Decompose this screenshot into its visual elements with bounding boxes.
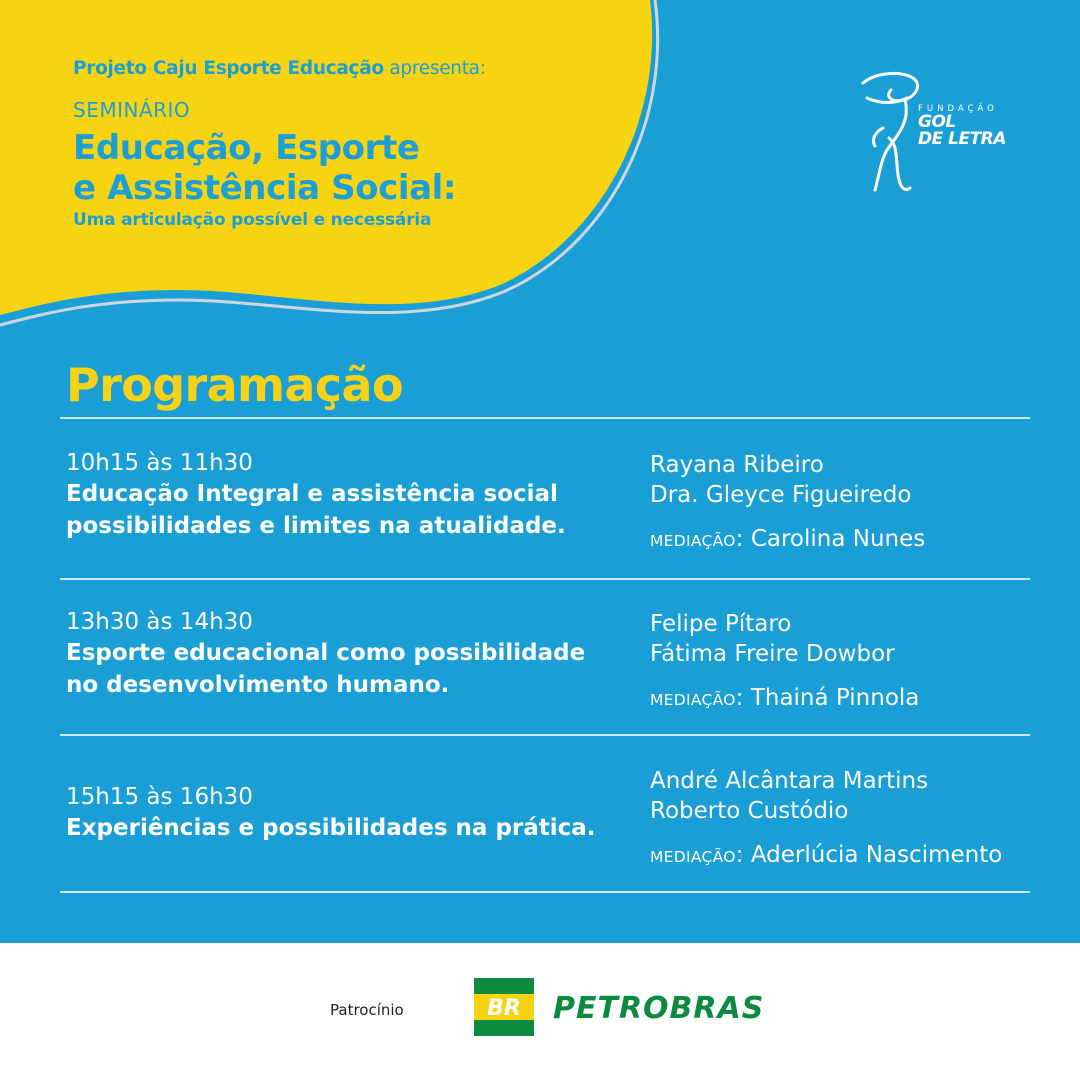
seminar-subtitle: Uma articulação possível e necessária	[73, 210, 432, 230]
mediation-label: MEDIAÇÃO	[650, 691, 736, 709]
seminar-title	[73, 128, 486, 208]
session-speakers	[650, 609, 919, 715]
session-topic-line2: possibilidades e limites na atualidade.	[66, 513, 566, 539]
sponsor-footer	[0, 943, 1080, 1080]
divider	[60, 417, 1030, 419]
session-topic	[66, 637, 636, 701]
br-petrobras-logo-icon	[474, 978, 534, 1036]
header	[73, 50, 486, 230]
mediation-line	[650, 524, 925, 556]
seminar-title-line1: Educação, Esporte	[73, 128, 420, 168]
sponsor-label: Patrocínio	[330, 1001, 404, 1019]
gol-de-letra-logo-text	[918, 105, 1006, 148]
seminar-label: SEMINÁRIO	[73, 98, 191, 122]
session-topic-line1: Esporte educacional como possibilidade	[66, 640, 586, 666]
session-info	[66, 784, 636, 844]
divider	[60, 734, 1030, 736]
session-speakers	[650, 766, 1002, 872]
session-time: 13h30 às 14h30	[66, 609, 253, 635]
mediator-name: : Aderlúcia Nascimento	[735, 842, 1003, 868]
speaker-name: Fátima Freire Dowbor	[650, 641, 895, 667]
session-topic-line2: no desenvolvimento humano.	[66, 672, 450, 698]
mediation-line	[650, 683, 919, 715]
mediator-name: : Carolina Nunes	[735, 526, 926, 552]
project-suffix: apresenta:	[383, 58, 486, 79]
session-speakers	[650, 450, 925, 556]
mediation-label: MEDIAÇÃO	[650, 848, 736, 866]
divider	[60, 891, 1030, 893]
logo-foundation-label: FUNDAÇÃO	[918, 104, 998, 114]
divider	[60, 578, 1030, 580]
mediator-name: : Thainá Pinnola	[735, 685, 920, 711]
session-topic	[66, 812, 636, 844]
session-time: 10h15 às 11h30	[66, 450, 253, 476]
svg-text:BR: BR	[487, 996, 521, 1021]
speaker-name: Felipe Pítaro	[650, 611, 792, 637]
seminar-title-line2: e Assistência Social:	[73, 168, 457, 208]
session-info	[66, 450, 636, 542]
speaker-name: Rayana Ribeiro	[650, 452, 824, 478]
speaker-name: Roberto Custódio	[650, 798, 849, 824]
session-topic-line1: Experiências e possibilidades na prática.	[66, 815, 596, 841]
speaker-name: André Alcântara Martins	[650, 768, 929, 794]
logo-line1: GOL	[918, 111, 956, 132]
session-topic	[66, 478, 636, 542]
session-topic-line1: Educação Integral e assistência social	[66, 481, 558, 507]
project-name: Projeto Caju Esporte Educação	[73, 58, 384, 79]
speaker-name: Dra. Gleyce Figueiredo	[650, 482, 912, 508]
program-title: Programação	[66, 358, 403, 412]
mediation-label: MEDIAÇÃO	[650, 532, 736, 550]
logo-line2: DE LETRA	[918, 128, 1006, 149]
mediation-line	[650, 840, 1002, 872]
project-presents-line	[73, 58, 486, 79]
session-time: 15h15 às 16h30	[66, 784, 253, 810]
petrobras-wordmark: PETROBRAS	[553, 991, 765, 1026]
session-info	[66, 609, 636, 701]
